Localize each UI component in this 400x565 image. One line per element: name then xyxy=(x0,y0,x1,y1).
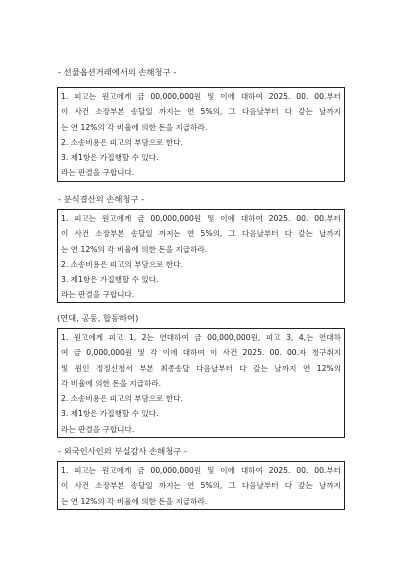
claim-line: 2. 소송비용은 피고의 부담으로 한다. xyxy=(61,137,184,147)
claim-line: 1. 원고에게 피고 1, 2는 연대하여 금 00,000,000원, 피고 3, 4,는 연대하 xyxy=(61,333,341,342)
claim-line: 이 사건 소장부본 송달일 까지는 연 5%의, 그 다음날부터 다 갚는 날까지 xyxy=(61,481,341,491)
claim-line: 는 연 12%의 각 비율에 의한 돈을 지급하라. xyxy=(61,244,208,254)
claim-line: 이 사건 소장부본 송달일 까지는 연 5%의, 그 다음날부터 다 갚는 날까지 xyxy=(61,107,341,117)
section-heading-futures: - 선물옵션거래에서의 손해청구 - xyxy=(58,67,177,77)
claim-box-audit xyxy=(57,461,345,510)
claim-line: 여 금 0,000,000원 및 각 이에 대하여 이 사건 2025. 00. 00.자 청구취지 xyxy=(61,348,341,358)
section-heading-joint: (연대, 공동, 합동하여) xyxy=(57,313,139,323)
section-heading-audit: - 외국인사인의 부실감사 손해청구 - xyxy=(58,446,188,456)
claim-box-joint xyxy=(57,328,345,438)
claim-line: 1. 피고는 원고에게 금 00,000,000원 및 이에 대하여 2025. 00. 00.부터 xyxy=(61,214,341,223)
claim-line: 라는 판결을 구합니다. xyxy=(61,424,135,434)
claim-line: 및 원인 정정신청서 부본 최종송달 다음날부터 다 갚는 날까지 연 12%의 xyxy=(61,363,341,373)
claim-line: 는 연 12%의 각 비율에 의한 돈을 지급하라. xyxy=(61,122,208,132)
claim-line: 3. 제1항은 가집행할 수 있다. xyxy=(61,153,159,163)
section-heading-window-dressing: - 분식결산의 손해청구 - xyxy=(58,194,145,204)
claim-box-futures xyxy=(57,87,345,182)
claim-line: 라는 판결을 구합니다. xyxy=(61,168,135,178)
claim-line: 는 연 12%의 각 비율에 의한 돈을 지급하라. xyxy=(61,496,208,506)
claim-line: 2. 소송비용은 피고의 부담으로 한다. xyxy=(61,259,184,269)
claim-box-window-dressing xyxy=(57,209,345,303)
claim-line: 라는 판결을 구합니다. xyxy=(61,290,135,300)
claim-line: 2. 소송비용은 피고의 부담으로 한다. xyxy=(61,394,184,404)
claim-line: 3. 제1항은 가집행할 수 있다. xyxy=(61,409,159,419)
claim-line: 각 비율에 의한 돈을 지급하라. xyxy=(61,378,162,388)
claim-line: 3. 제1항은 가집행할 수 있다. xyxy=(61,275,159,285)
claim-line: 1. 피고는 원고에게 금 00,000,000원 및 이에 대하여 2025. 00. 00.부터 xyxy=(61,92,341,101)
claim-line: 이 사건 소장부본 송달일 까지는 연 5%의, 그 다음날부터 다 갚는 날까지 xyxy=(61,229,341,239)
claim-line: 1. 피고는 원고에게 금 00,000,000원 및 이에 대하여 2025. 00. 00.부터 xyxy=(61,466,341,475)
